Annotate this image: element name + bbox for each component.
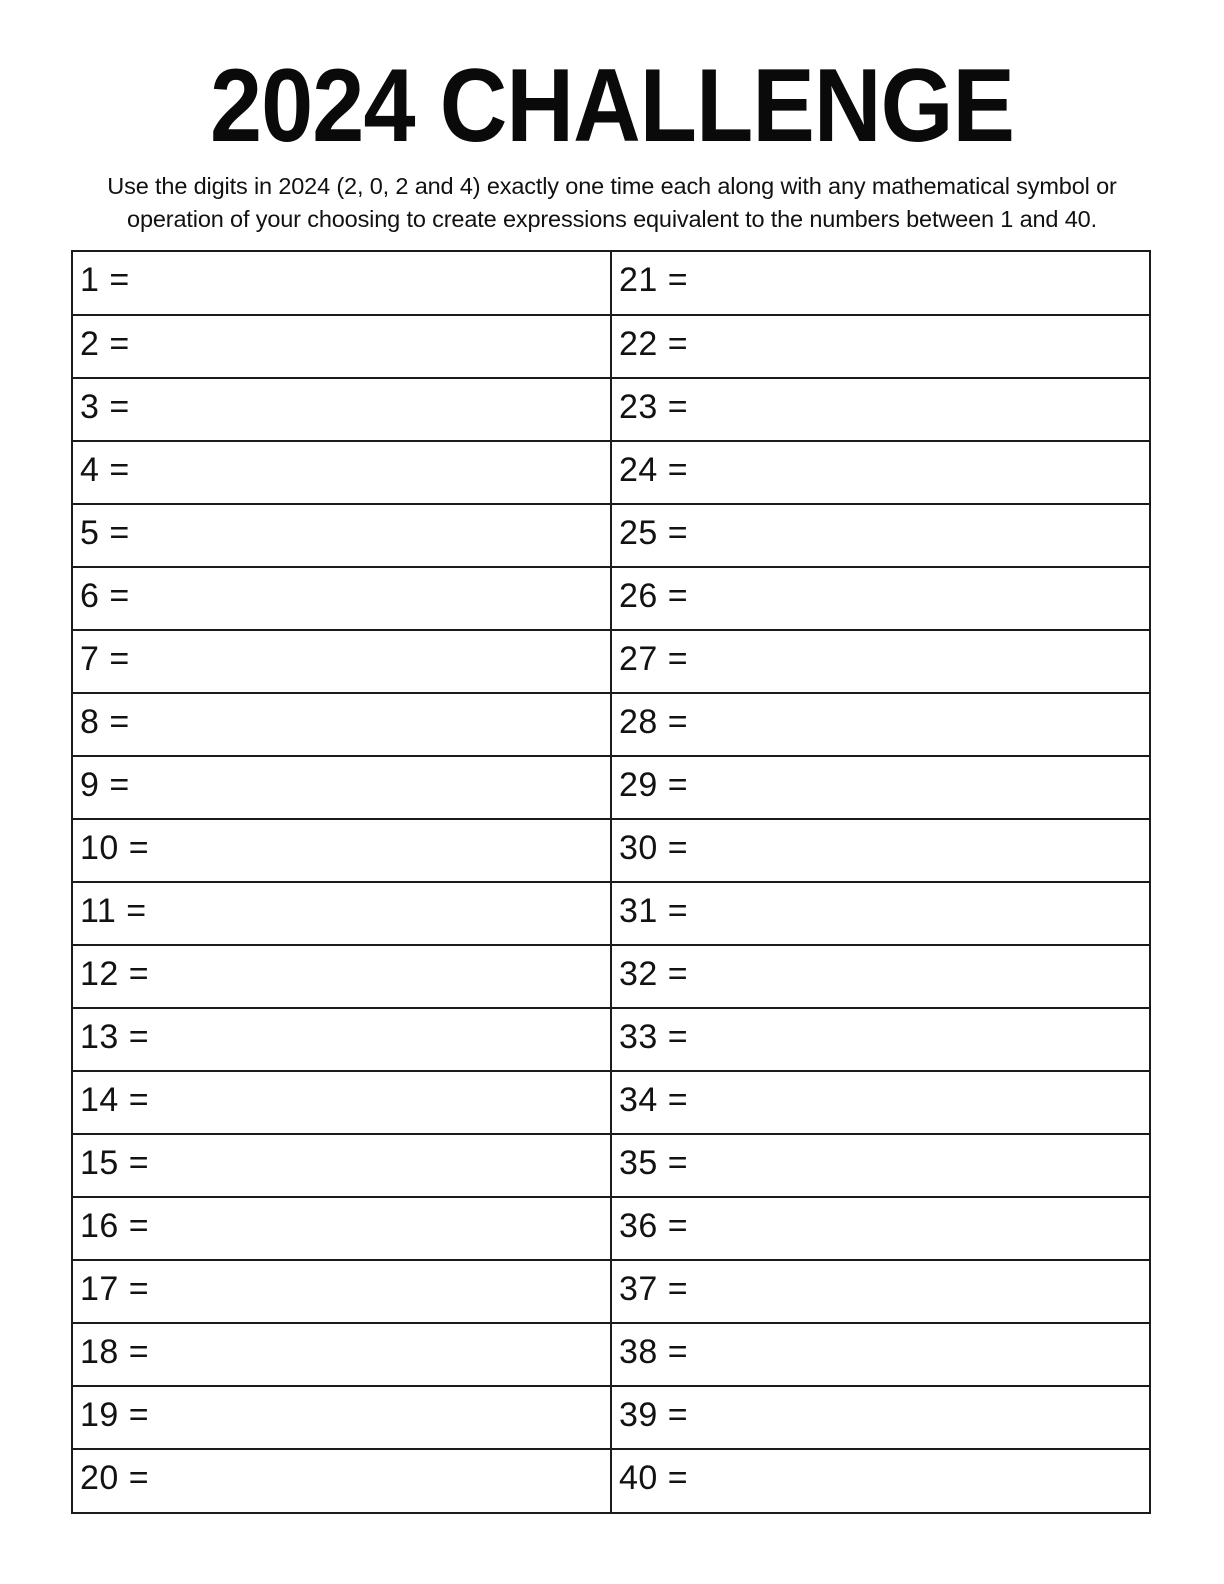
instructions-line-1: Use the digits in 2024 (2, 0, 2 and 4) exactly one time each along with any mathematical symbol or <box>107 173 1117 199</box>
answer-cell-label: 8 = <box>80 702 130 741</box>
answer-cell-left[interactable] <box>73 693 611 756</box>
answer-cell-label: 16 = <box>80 1206 150 1245</box>
answer-cell-label: 15 = <box>80 1143 150 1182</box>
table-row <box>73 756 1149 819</box>
answer-cell-label: 38 = <box>619 1332 689 1371</box>
answer-cell-left[interactable] <box>73 441 611 504</box>
answer-cell-right[interactable] <box>611 315 1149 378</box>
answer-cell-left[interactable] <box>73 1008 611 1071</box>
table-row <box>73 504 1149 567</box>
answer-cell-label: 36 = <box>619 1206 689 1245</box>
answer-cell-right[interactable] <box>611 567 1149 630</box>
answer-cell-left[interactable] <box>73 315 611 378</box>
answer-cell-right[interactable] <box>611 882 1149 945</box>
answer-cell-right[interactable] <box>611 819 1149 882</box>
answer-cell-label: 21 = <box>619 261 689 299</box>
answer-grid <box>71 250 1151 1514</box>
table-row <box>73 1134 1149 1197</box>
table-row <box>73 315 1149 378</box>
answer-cell-right[interactable] <box>611 1008 1149 1071</box>
answer-cell-label: 11 = <box>80 891 147 930</box>
answer-cell-left[interactable] <box>73 504 611 567</box>
table-row <box>73 252 1149 315</box>
answer-cell-label: 7 = <box>80 639 130 678</box>
answer-cell-left[interactable] <box>73 1449 611 1512</box>
answer-cell-left[interactable] <box>73 1260 611 1323</box>
table-row <box>73 1449 1149 1512</box>
table-row <box>73 819 1149 882</box>
table-row <box>73 1323 1149 1386</box>
instructions-text <box>62 170 1162 236</box>
answer-cell-label: 22 = <box>619 324 689 363</box>
answer-cell-right[interactable] <box>611 756 1149 819</box>
answer-cell-label: 1 = <box>80 261 130 299</box>
table-row <box>73 441 1149 504</box>
answer-cell-label: 20 = <box>80 1459 150 1497</box>
answer-cell-left[interactable] <box>73 1323 611 1386</box>
answer-cell-right[interactable] <box>611 1197 1149 1260</box>
answer-cell-right[interactable] <box>611 1071 1149 1134</box>
answer-cell-left[interactable] <box>73 882 611 945</box>
answer-cell-label: 23 = <box>619 387 689 426</box>
table-row <box>73 882 1149 945</box>
answer-cell-right[interactable] <box>611 378 1149 441</box>
answer-cell-label: 26 = <box>619 576 689 615</box>
answer-cell-left[interactable] <box>73 1386 611 1449</box>
answer-cell-label: 4 = <box>80 450 130 489</box>
answer-cell-right[interactable] <box>611 1323 1149 1386</box>
answer-cell-right[interactable] <box>611 945 1149 1008</box>
answer-cell-left[interactable] <box>73 378 611 441</box>
answer-cell-label: 17 = <box>80 1269 150 1308</box>
table-row <box>73 693 1149 756</box>
answer-cell-label: 10 = <box>80 828 150 867</box>
answer-cell-left[interactable] <box>73 1134 611 1197</box>
answer-table-body <box>73 252 1149 1512</box>
answer-cell-label: 33 = <box>619 1017 689 1056</box>
answer-cell-left[interactable] <box>73 819 611 882</box>
instructions-line-2: operation of your choosing to create expressions equivalent to the numbers between 1 and 40. <box>127 206 1097 232</box>
answer-cell-left[interactable] <box>73 252 611 315</box>
answer-cell-label: 30 = <box>619 828 689 867</box>
answer-cell-left[interactable] <box>73 756 611 819</box>
answer-cell-right[interactable] <box>611 1386 1149 1449</box>
answer-cell-label: 2 = <box>80 324 130 363</box>
answer-cell-right[interactable] <box>611 1449 1149 1512</box>
table-row <box>73 378 1149 441</box>
answer-cell-label: 40 = <box>619 1459 689 1497</box>
answer-cell-label: 29 = <box>619 765 689 804</box>
answer-cell-label: 12 = <box>80 954 150 993</box>
answer-cell-right[interactable] <box>611 441 1149 504</box>
table-row <box>73 567 1149 630</box>
table-row <box>73 1071 1149 1134</box>
table-row <box>73 1386 1149 1449</box>
answer-cell-label: 34 = <box>619 1080 689 1119</box>
answer-cell-label: 35 = <box>619 1143 689 1182</box>
answer-cell-right[interactable] <box>611 1134 1149 1197</box>
table-row <box>73 945 1149 1008</box>
table-row <box>73 1260 1149 1323</box>
answer-table <box>73 252 1149 1512</box>
page-title: 2024 CHALLENGE <box>209 48 1015 164</box>
answer-cell-label: 31 = <box>619 891 689 930</box>
table-row <box>73 630 1149 693</box>
answer-cell-label: 14 = <box>80 1080 150 1119</box>
answer-cell-label: 18 = <box>80 1332 150 1371</box>
answer-cell-left[interactable] <box>73 1071 611 1134</box>
answer-cell-left[interactable] <box>73 1197 611 1260</box>
answer-cell-left[interactable] <box>73 567 611 630</box>
answer-cell-label: 39 = <box>619 1395 689 1434</box>
answer-cell-label: 6 = <box>80 576 130 615</box>
answer-cell-right[interactable] <box>611 1260 1149 1323</box>
answer-cell-label: 19 = <box>80 1395 150 1434</box>
answer-cell-label: 25 = <box>619 513 689 552</box>
table-row <box>73 1008 1149 1071</box>
answer-cell-right[interactable] <box>611 504 1149 567</box>
answer-cell-label: 5 = <box>80 513 130 552</box>
answer-cell-label: 3 = <box>80 387 130 426</box>
answer-cell-label: 37 = <box>619 1269 689 1308</box>
answer-cell-left[interactable] <box>73 630 611 693</box>
answer-cell-label: 24 = <box>619 450 689 489</box>
answer-cell-label: 13 = <box>80 1017 150 1056</box>
answer-cell-label: 9 = <box>80 765 130 804</box>
answer-cell-right[interactable] <box>611 630 1149 693</box>
answer-cell-label: 27 = <box>619 639 689 678</box>
answer-cell-right[interactable] <box>611 252 1149 315</box>
answer-cell-right[interactable] <box>611 693 1149 756</box>
answer-cell-label: 32 = <box>619 954 689 993</box>
answer-cell-label: 28 = <box>619 702 689 741</box>
table-row <box>73 1197 1149 1260</box>
answer-cell-left[interactable] <box>73 945 611 1008</box>
